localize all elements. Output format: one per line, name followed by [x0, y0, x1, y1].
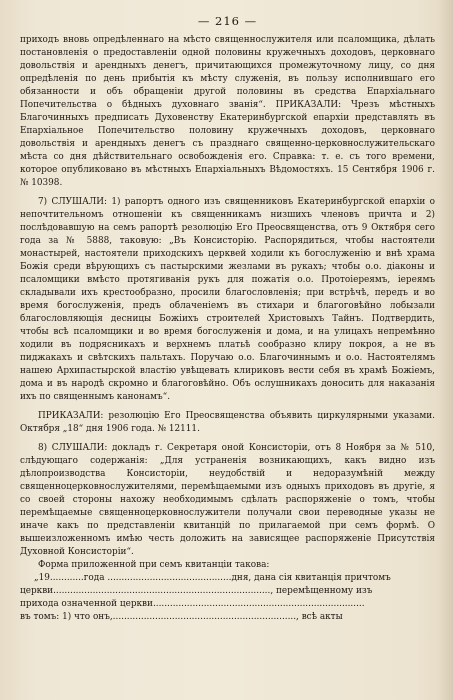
form-line-2: церкви............................................................................., перемѣщенному изъ	[20, 586, 373, 596]
paragraph-1: приходъ вновь опредѣленнаго на мѣсто священнослужителя или псаломщика, дѣлать постановленія о предоставленіи одной половины кружечныхъ доходовъ, церковнаго довольствія и арендныхъ денегъ, причитающихся промежуточному лицу, со дня опредѣленія по день прибытія къ мѣсту служенія, въ пользу исполнившаго его обязанности и объ обращеніи другой половины въ средства Епархіальнаго Попечительства о бѣдныхъ духовнаго званія“. ПРИКАЗАЛИ: Чрезъ мѣстныхъ Благочинныхъ предписать Духовенству Екатеринбургской епархіи представлять въ Епархіальное Попечительство половину кружечныхъ доходовъ, церковнаго довольствія и арендныхъ денегъ съ празднаго священно-церковнослужительскаго мѣста со дня дѣйствительнаго освобожденія его. Справка: т. е. съ того времени, которое опубликовано въ мѣстныхъ Епархіальныхъ Вѣдомостяхъ. 15 Сентября 1906 г. № 10398.	[20, 35, 435, 188]
paragraph-item-7: 7) СЛУШАЛИ: 1) рапортъ одного изъ священниковъ Екатеринбургской епархіи о непочтительномъ отношеніи къ священникамъ низшихъ членовъ причта и 2) послѣдовавшую на семъ рапортѣ резолюцію Его Преосвященства, отъ 9 Октября сего года за № 5888, таковую: „Въ Консисторію. Распорядиться, чтобы настоятели монастырей, настоятели приходскихъ церквей ходили къ богослуженію и внѣ храма Божія среди вѣрующихъ съ пастырскими жезлами въ рукахъ; чтобы о.о. діаконы и псаломщики вмѣсто протягиванія рукъ для пожатія о.о. Протоіереямъ, іереямъ складывали ихъ крестообразно, просили благословленія; при встрѣчѣ, передъ и во время богослуженія, предъ облаченіемъ въ стихари и благоговѣйно лобызали благословляющія десницы Божіихъ строителей Христовыхъ Тайнъ. Подтвердить, чтобы всѣ псаломщики и во время богослуженія и дома, и на улицахъ непремѣнно ходили въ подрясникахъ и верхнемъ платьѣ сообразно клиру покроя, а не въ пиджакахъ и свѣтскихъ пальтахъ. Поручаю о.о. Благочиннымъ и о.о. Настоятелямъ нашею Архипастырской властію увѣщевать клириковъ вести себя въ храмѣ Божіемъ, дома и въ народѣ скромно и благоговѣйно. Объ ослушникахъ доносить для наказанія ихъ по священнымъ канонамъ“.	[20, 197, 435, 402]
page-number: — 216 —	[197, 14, 258, 28]
paragraph-resolution: ПРИКАЗАЛИ: резолюцію Его Преосвященства объявить циркулярными указами. Октября „18“ дня 1906 года. № 12111.	[20, 411, 435, 434]
form-line-3: прихода означенной церкви...........................................................................	[20, 599, 365, 609]
paragraph-form-intro: Форма приложенной при семъ квитанціи такова:	[38, 560, 270, 570]
form-line-1: „19............года ............................................дня, дана сія квитанція причтомъ	[34, 573, 391, 583]
paragraph-item-8: 8) СЛУШАЛИ: докладъ г. Секретаря оной Консисторіи, отъ 8 Ноября за № 510, слѣдующаго содержанія: „Для устраненія возникающихъ, какъ видно изъ дѣлопроизводства Консисторіи, неудобствій и недоразумѣній между священноцерковнослужителями, перемѣщаемыми изъ одныхъ приходовъ въ другіе, я со своей стороны нахожу необходимымъ сдѣлать распоряженіе о томъ, чтобы перемѣщаемые священноцерковнослужители получали свои переводные указы не иначе какъ по представленіи квитанцій по прилагаемой при семъ формѣ. О вышеизложенномъ имѣю честь доложить на зависящее распоряженіе Присутствія Духовной Консисторіи“.	[20, 443, 435, 557]
page-edge-shadow	[439, 0, 453, 700]
form-line-4: въ томъ: 1) что онъ,................................................................., всѣ акты	[20, 612, 343, 622]
